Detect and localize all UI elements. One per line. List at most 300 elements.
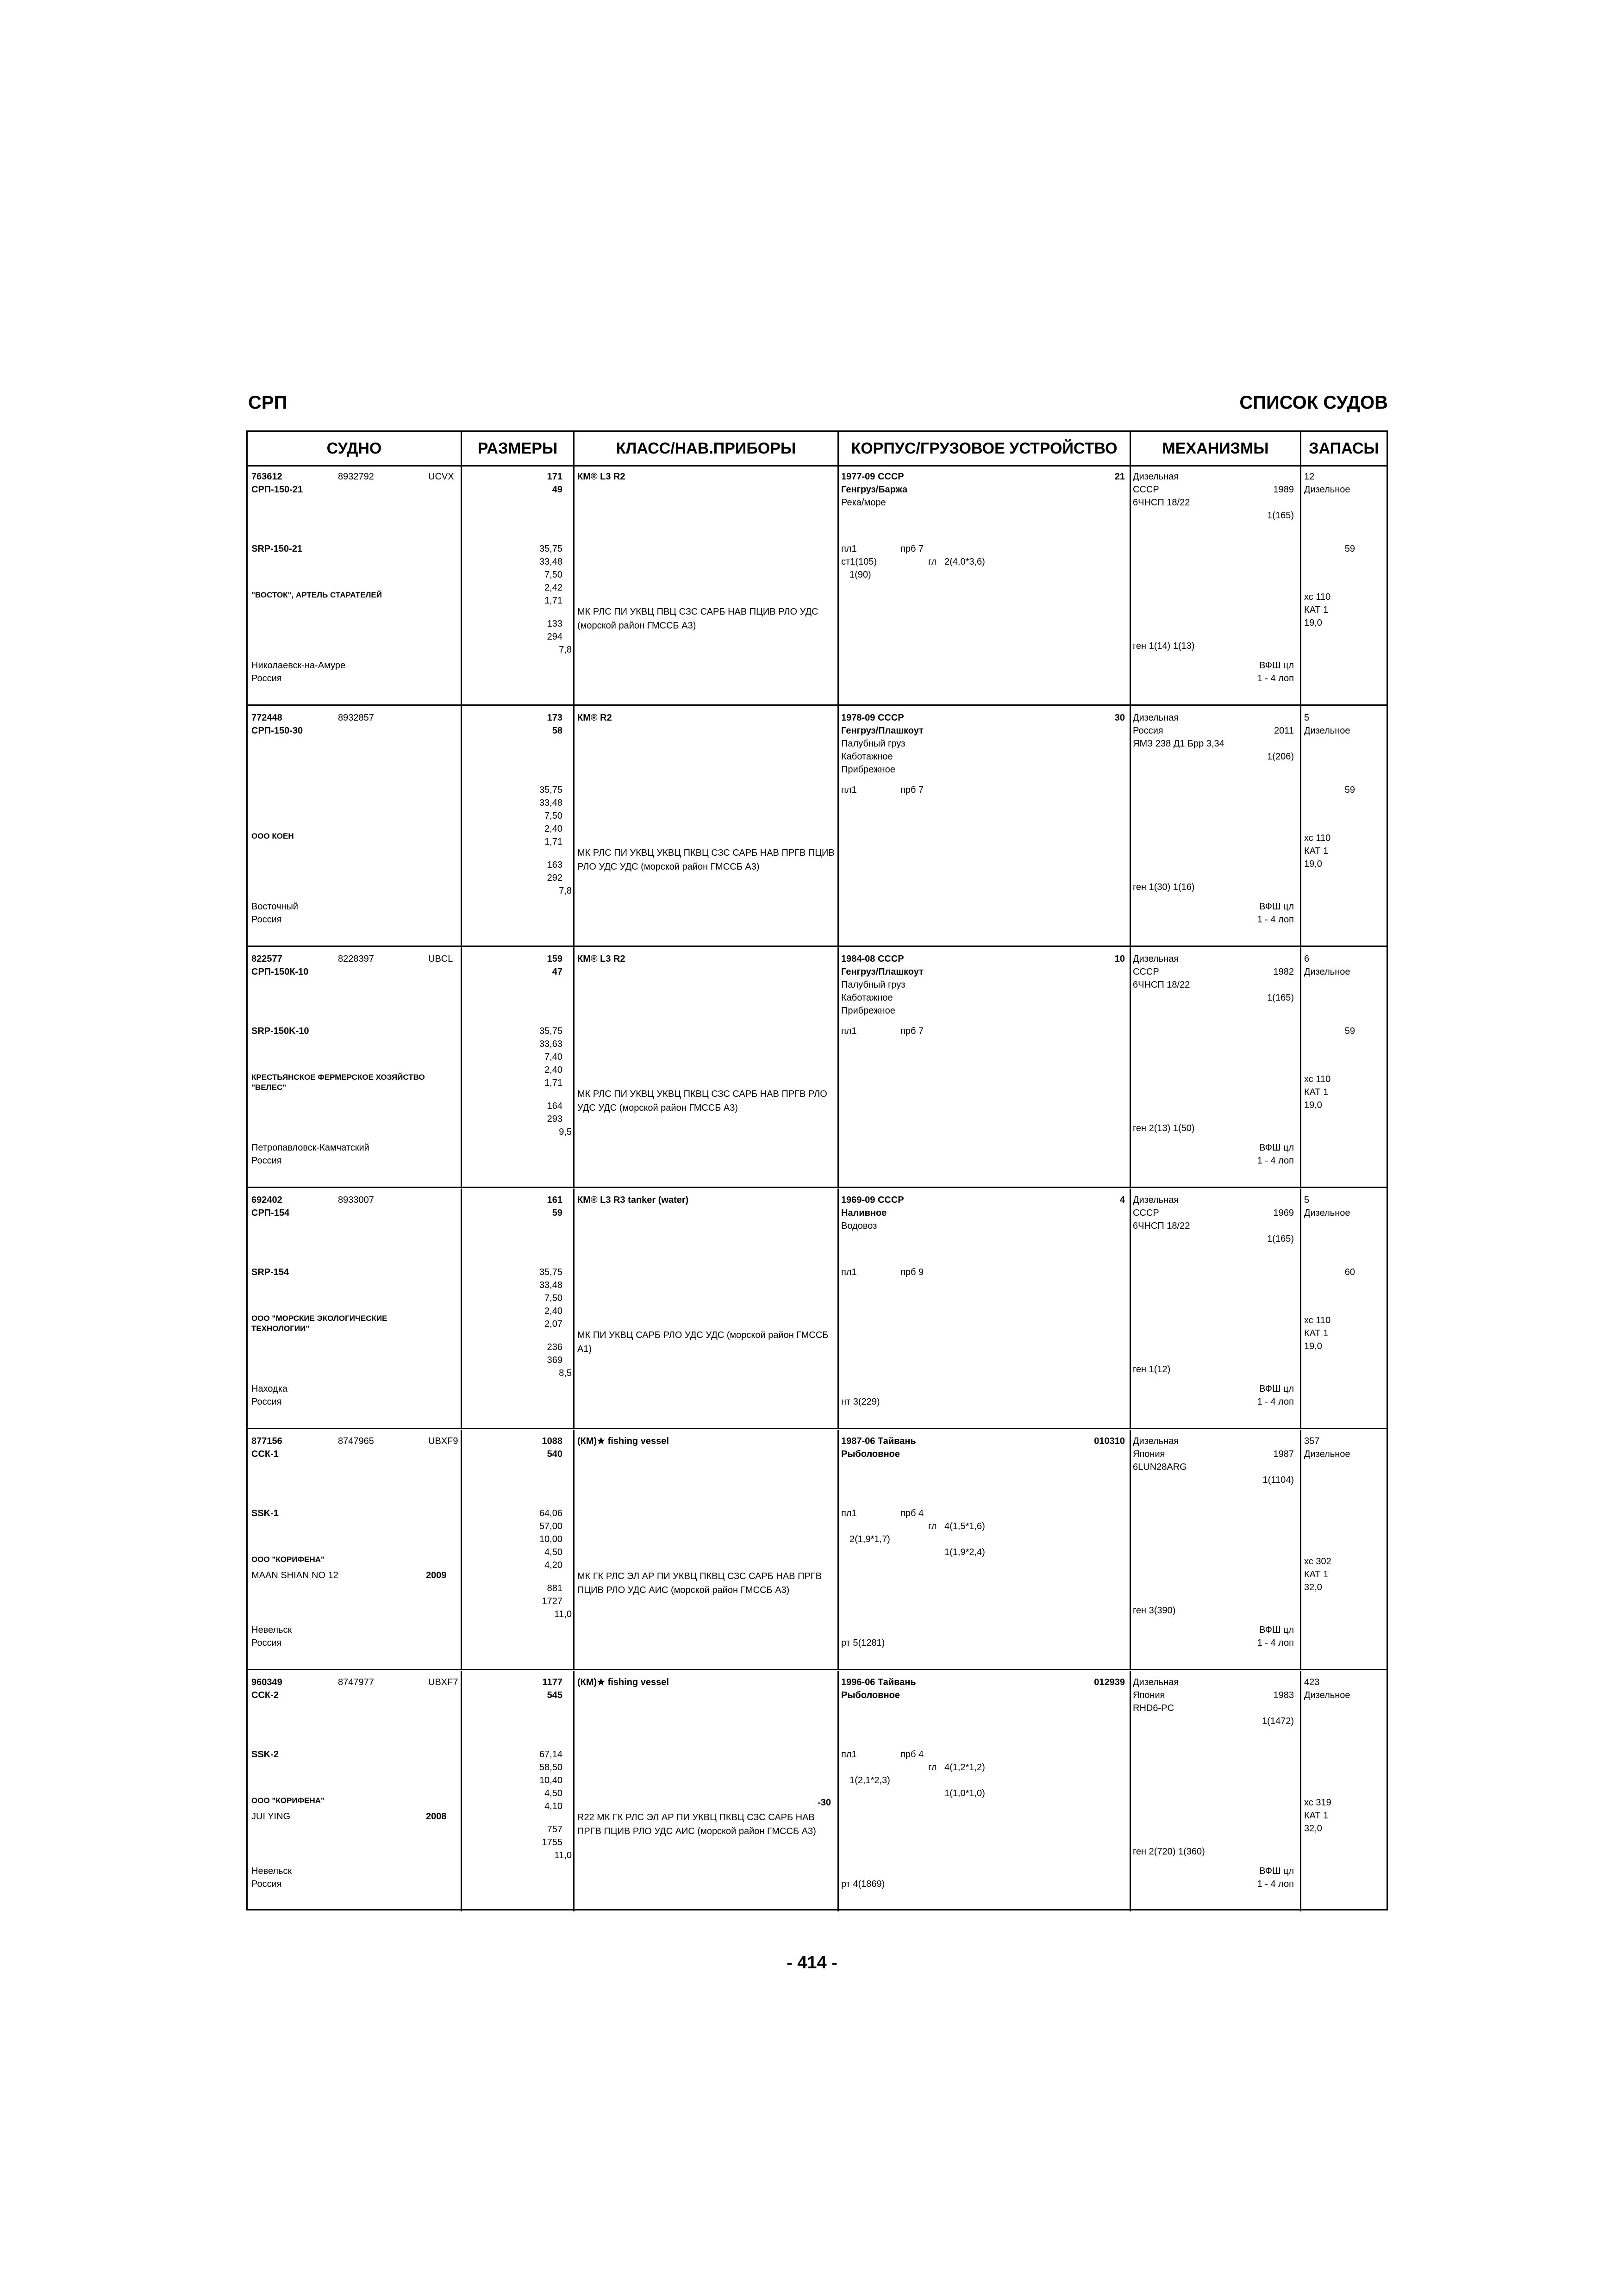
vessel-record (248, 1430, 1387, 1670)
dimension-value: 7,50 (544, 1293, 562, 1303)
crew: 423 (1304, 1677, 1320, 1687)
hull-description: Река/море (841, 498, 886, 508)
vessel-name: СРП-150К-10 (251, 967, 309, 977)
hull-line-3: 1(2,1*2,3) (849, 1775, 890, 1786)
flag-country: Россия (251, 1156, 282, 1166)
column-divider (837, 1188, 839, 1429)
column-divider (573, 465, 575, 706)
home-port: Находка (251, 1384, 288, 1394)
hull-description: Палубный груз (841, 980, 906, 990)
speed: 9,5 (559, 1127, 572, 1137)
propeller-blades: 1 - 4 лоп (1257, 1397, 1294, 1407)
crew: 6 (1304, 954, 1310, 964)
fuel-type: Дизельное (1304, 967, 1350, 977)
column-header-class: КЛАСС/НАВ.ПРИБОРЫ (616, 440, 796, 457)
dimension-value: 2,07 (544, 1319, 562, 1329)
engine-model: 6ЧНСП 18/22 (1133, 498, 1190, 508)
hull-type: Генгруз/Плашкоут (841, 967, 924, 977)
column-divider (573, 947, 575, 1188)
dimension-value: 7,40 (544, 1052, 562, 1062)
dimension-value: 4,50 (544, 1788, 562, 1798)
generators: ген 2(13) 1(50) (1133, 1123, 1195, 1133)
build-year-country: 1969-09 СССР (841, 1195, 904, 1205)
vessel-record (248, 947, 1387, 1188)
page-number: - 414 - (787, 1953, 837, 1972)
project-number: 10 (1114, 954, 1125, 964)
vessel-name: СРП-150-30 (251, 726, 303, 736)
fuel-type: Дизельное (1304, 726, 1350, 736)
engine-model: 6ЧНСП 18/22 (1133, 1221, 1190, 1231)
dimension-value: 7,50 (544, 811, 562, 821)
hull-line-4: 1(1,0*1,0) (944, 1788, 985, 1798)
vessel-name: ССК-2 (251, 1690, 279, 1700)
registry-number: 772448 (251, 713, 282, 723)
nav-equipment: МК РЛС ПИ УКВЦ ПВЦ СЗС САРБ НАВ ПЦИВ РЛО УДС (морской район ГМССБ А3) (577, 607, 818, 631)
column-divider (1130, 1430, 1131, 1670)
fuel-type: Дизельное (1304, 1690, 1350, 1700)
vessel-record (248, 706, 1387, 947)
home-port: Восточный (251, 902, 299, 912)
build-year-country: 1996-06 Тайвань (841, 1677, 916, 1687)
propeller: ВФШ цл (1259, 1866, 1294, 1876)
category: КАТ 1 (1304, 1087, 1329, 1097)
net-tonnage: 540 (547, 1449, 562, 1459)
project-number: 4 (1119, 1195, 1125, 1205)
engine-country: СССР (1133, 485, 1159, 495)
ice-mark: -30 (818, 1798, 831, 1808)
nav-equipment: МК ПИ УКВЦ САРБ РЛО УДС УДС (морской район ГМССБ А1) (577, 1330, 829, 1354)
gross-tonnage: 159 (547, 954, 562, 964)
column-divider (461, 947, 462, 1188)
column-header-hull: КОРПУС/ГРУЗОВОЕ УСТРОЙСТВО (851, 440, 1118, 457)
speed: 11,0 (554, 1850, 572, 1860)
engine-country: СССР (1133, 1208, 1159, 1218)
hull-line-1a: пл1 (841, 544, 857, 554)
class-notation: КМ® R2 (577, 713, 612, 723)
call-sign: UBXF9 (428, 1436, 458, 1446)
net-tonnage: 58 (552, 726, 562, 736)
owner: "ВОСТОК", АРТЕЛЬ СТАРАТЕЛЕЙ (251, 591, 382, 599)
column-divider (1130, 947, 1131, 1188)
dimension-value: 1,71 (544, 837, 562, 847)
hull-description: Палубный груз (841, 739, 906, 749)
dimension-value: 35,75 (539, 1026, 562, 1036)
hs-value: хс 110 (1304, 1074, 1331, 1084)
column-divider (461, 465, 462, 706)
flag-country: Россия (251, 1397, 282, 1407)
engine-country: Япония (1133, 1449, 1165, 1459)
column-divider (461, 1430, 462, 1670)
column-divider (573, 1430, 575, 1670)
home-port: Невельск (251, 1625, 292, 1635)
hull-line-4: 1(1,9*2,4) (944, 1547, 985, 1557)
dimension-value: 10,00 (539, 1534, 562, 1544)
vessel-name-latin: SRP-150-21 (251, 544, 303, 554)
home-port: Николаевск-на-Амуре (251, 660, 346, 671)
owner: ООО "КОРИФЕНА" (251, 1796, 325, 1805)
engine-type: Дизельная (1133, 713, 1179, 723)
hull-line-1a: пл1 (841, 785, 857, 795)
imo-number: 8932857 (338, 713, 374, 723)
category-value: 19,0 (1304, 618, 1322, 628)
column-divider (573, 1671, 575, 1911)
vessel-name: ССК-1 (251, 1449, 279, 1459)
category: КАТ 1 (1304, 1811, 1329, 1821)
column-divider (461, 1188, 462, 1429)
generators: ген 3(390) (1133, 1605, 1176, 1616)
speed: 7,8 (559, 886, 572, 896)
crew: 5 (1304, 713, 1310, 723)
hull-line-1a: пл1 (841, 1026, 857, 1036)
hull-type: Генгруз/Плашкоут (841, 726, 924, 736)
engine-type: Дизельная (1133, 472, 1179, 482)
displacement: 292 (547, 873, 562, 883)
column-divider (461, 432, 462, 465)
propeller-blades: 1 - 4 лоп (1257, 1638, 1294, 1648)
engine-model: ЯМЗ 238 Д1 Брр 3,34 (1133, 739, 1224, 749)
propeller: ВФШ цл (1259, 660, 1294, 671)
propeller: ВФШ цл (1259, 902, 1294, 912)
net-tonnage: 47 (552, 967, 562, 977)
speed: 8,5 (559, 1368, 572, 1378)
call-sign: UBCL (428, 954, 453, 964)
hull-line-1b: прб 7 (900, 544, 924, 554)
build-year-country: 1987-06 Тайвань (841, 1436, 916, 1446)
engine-type: Дизельная (1133, 1195, 1179, 1205)
dimension-value: 4,50 (544, 1547, 562, 1557)
dimension-value: 35,75 (539, 1267, 562, 1277)
owner: КРЕСТЬЯНСКОЕ ФЕРМЕРСКОЕ ХОЗЯЙСТВО "ВЕЛЕС" (251, 1073, 425, 1092)
ship-list-table (246, 430, 1388, 1910)
imo-number: 8228397 (338, 954, 374, 964)
flag-country: Россия (251, 1638, 282, 1648)
hull-line-1b: прб 4 (900, 1508, 924, 1518)
category: КАТ 1 (1304, 846, 1329, 856)
propeller-blades: 1 - 4 лоп (1257, 1156, 1294, 1166)
hull-bottom: нт 3(229) (841, 1397, 880, 1407)
build-year-country: 1977-09 СССР (841, 472, 904, 482)
call-sign: UBXF7 (428, 1677, 458, 1687)
hs-value: хс 110 (1304, 833, 1331, 843)
hull-line-2b: гл (928, 557, 937, 567)
column-divider (837, 1671, 839, 1911)
project-number: 010310 (1094, 1436, 1125, 1446)
engine-year: 1983 (1273, 1690, 1294, 1700)
propeller-blades: 1 - 4 лоп (1257, 915, 1294, 925)
hull-bottom: рт 4(1869) (841, 1879, 885, 1889)
dimension-value: 67,14 (539, 1749, 562, 1760)
imo-number: 8747977 (338, 1677, 374, 1687)
dimension-value: 33,63 (539, 1039, 562, 1049)
dimension-value: 33,48 (539, 557, 562, 567)
registry-number: 822577 (251, 954, 282, 964)
section-code: СРП (248, 392, 287, 413)
dimension-value: 58,50 (539, 1762, 562, 1773)
deadweight: 133 (547, 619, 562, 629)
column-divider (1130, 432, 1131, 465)
dimension-value: 2,40 (544, 824, 562, 834)
vessel-record (248, 1671, 1387, 1911)
crew: 12 (1304, 472, 1315, 482)
hull-type: Рыболовное (841, 1690, 900, 1700)
hull-description: Каботажное (841, 752, 893, 762)
generators: ген 1(14) 1(13) (1133, 641, 1195, 651)
class-notation: КМ® L3 R3 tanker (water) (577, 1195, 689, 1205)
dimension-value: 10,40 (539, 1775, 562, 1786)
hull-line-2c: 2(4,0*3,6) (944, 557, 985, 567)
engine-country: СССР (1133, 967, 1159, 977)
column-divider (1300, 947, 1301, 1188)
dimension-value: 2,40 (544, 1306, 562, 1316)
dimension-value: 2,42 (544, 583, 562, 593)
dimension-value: 4,20 (544, 1560, 562, 1570)
column-divider (837, 706, 839, 947)
hull-line-1a: пл1 (841, 1508, 857, 1518)
vessel-record (248, 1188, 1387, 1429)
column-divider (1130, 1188, 1131, 1429)
column-header-machinery: МЕХАНИЗМЫ (1162, 440, 1269, 457)
hs-value: хс 110 (1304, 1315, 1331, 1325)
engine-power: 1(206) (1267, 752, 1294, 762)
vessel-name-latin: SRP-150K-10 (251, 1026, 309, 1036)
engine-type: Дизельная (1133, 1436, 1179, 1446)
registry-number: 763612 (251, 472, 282, 482)
engine-power: 1(165) (1267, 993, 1294, 1003)
propeller: ВФШ цл (1259, 1143, 1294, 1153)
hull-line-1a: пл1 (841, 1749, 857, 1760)
column-divider (1130, 706, 1131, 947)
nav-equipment: МК ГК РЛС ЭЛ АР ПИ УКВЦ ПКВЦ СЗС САРБ НАВ ПРГВ ПЦИВ РЛО УДС АИС (морской район ГМССБ А3) (577, 1571, 822, 1595)
dimension-value: 64,06 (539, 1508, 562, 1518)
hull-line-1b: прб 4 (900, 1749, 924, 1760)
section-title: СПИСОК СУДОВ (1239, 392, 1388, 413)
engine-model: 6LUN28ARG (1133, 1462, 1187, 1472)
category-value: 32,0 (1304, 1582, 1322, 1593)
deadweight: 236 (547, 1342, 562, 1352)
net-tonnage: 49 (552, 485, 562, 495)
gross-tonnage: 161 (547, 1195, 562, 1205)
class-notation: КМ® L3 R2 (577, 954, 625, 964)
engine-country: Россия (1133, 726, 1163, 736)
hs-value: хс 302 (1304, 1556, 1331, 1567)
hull-line-2c: 4(1,5*1,6) (944, 1521, 985, 1531)
column-divider (461, 1671, 462, 1911)
project-number: 21 (1114, 472, 1125, 482)
previous-name-year: 2008 (426, 1811, 447, 1822)
engine-model: 6ЧНСП 18/22 (1133, 980, 1190, 990)
hs-value: хс 319 (1304, 1798, 1331, 1808)
hull-line-2b: гл (928, 1762, 937, 1773)
column-divider (837, 1430, 839, 1670)
column-divider (1300, 465, 1301, 706)
gross-tonnage: 171 (547, 472, 562, 482)
column-divider (837, 465, 839, 706)
vessel-name-latin: SSK-2 (251, 1749, 279, 1760)
column-header-dimensions: РАЗМЕРЫ (477, 440, 558, 457)
dimension-value: 7,50 (544, 570, 562, 580)
registry-number: 692402 (251, 1195, 282, 1205)
call-sign: UCVX (428, 472, 454, 482)
imo-number: 8933007 (338, 1195, 374, 1205)
hull-type: Генгруз/Баржа (841, 485, 908, 495)
generators: ген 1(12) (1133, 1364, 1171, 1375)
table-header (248, 432, 1387, 467)
owner: ООО "МОРСКИЕ ЭКОЛОГИЧЕСКИЕ ТЕХНОЛОГИИ" (251, 1314, 387, 1333)
registry-number: 960349 (251, 1677, 282, 1687)
imo-number: 8932792 (338, 472, 374, 482)
imo-number: 8747965 (338, 1436, 374, 1446)
hull-line-1b: прб 9 (900, 1267, 924, 1277)
vessel-record (248, 465, 1387, 706)
gross-tonnage: 1177 (542, 1677, 562, 1687)
deadweight: 881 (547, 1583, 562, 1593)
dimension-value: 35,75 (539, 785, 562, 795)
displacement: 293 (547, 1114, 562, 1124)
crew: 5 (1304, 1195, 1310, 1205)
dimension-value: 35,75 (539, 544, 562, 554)
registry-number: 877156 (251, 1436, 282, 1446)
column-divider (461, 706, 462, 947)
category-value: 19,0 (1304, 859, 1322, 869)
hull-line-2a: ст1(105) (841, 557, 877, 567)
previous-name-year: 2009 (426, 1570, 447, 1580)
column-divider (1130, 1671, 1131, 1911)
propeller: ВФШ цл (1259, 1384, 1294, 1394)
column-divider (1300, 1188, 1301, 1429)
engine-year: 1989 (1273, 485, 1294, 495)
class-notation: КМ® L3 R2 (577, 472, 625, 482)
generators: ген 2(720) 1(360) (1133, 1847, 1205, 1857)
hull-line-2b: гл (928, 1521, 937, 1531)
build-year-country: 1984-08 СССР (841, 954, 904, 964)
build-year-country: 1978-09 СССР (841, 713, 904, 723)
hull-description: Водовоз (841, 1221, 877, 1231)
engine-year: 1969 (1273, 1208, 1294, 1218)
project-number: 30 (1114, 713, 1125, 723)
column-divider (573, 1188, 575, 1429)
hull-line-1b: прб 7 (900, 1026, 924, 1036)
owner: ООО "КОРИФЕНА" (251, 1555, 325, 1564)
crew: 357 (1304, 1436, 1320, 1446)
fuel-capacity: 59 (1344, 785, 1355, 795)
net-tonnage: 545 (547, 1690, 562, 1700)
column-header-vessel: СУДНО (326, 440, 382, 457)
project-number: 012939 (1094, 1677, 1125, 1687)
dimension-value: 1,71 (544, 596, 562, 606)
flag-country: Россия (251, 1879, 282, 1889)
column-header-supplies: ЗАПАСЫ (1309, 440, 1379, 457)
fuel-type: Дизельное (1304, 1449, 1350, 1459)
gross-tonnage: 173 (547, 713, 562, 723)
displacement: 1755 (542, 1837, 562, 1848)
flag-country: Россия (251, 915, 282, 925)
generators: ген 1(30) 1(16) (1133, 882, 1195, 892)
category-value: 32,0 (1304, 1823, 1322, 1834)
engine-type: Дизельная (1133, 1677, 1179, 1687)
propeller: ВФШ цл (1259, 1625, 1294, 1635)
dimension-value: 57,00 (539, 1521, 562, 1531)
hull-description: Прибрежное (841, 1006, 895, 1016)
previous-name: JUI YING (251, 1811, 291, 1822)
engine-year: 1982 (1273, 967, 1294, 977)
fuel-type: Дизельное (1304, 1208, 1350, 1218)
column-divider (837, 947, 839, 1188)
column-divider (1300, 1430, 1301, 1670)
displacement: 1727 (542, 1596, 562, 1606)
flag-country: Россия (251, 673, 282, 684)
propeller-blades: 1 - 4 лоп (1257, 1879, 1294, 1889)
vessel-name: СРП-150-21 (251, 485, 303, 495)
column-divider (1300, 706, 1301, 947)
home-port: Петропавловск-Камчатский (251, 1143, 369, 1153)
engine-type: Дизельная (1133, 954, 1179, 964)
category: КАТ 1 (1304, 605, 1329, 615)
engine-power: 1(165) (1267, 1234, 1294, 1244)
engine-year: 2011 (1274, 726, 1294, 736)
hull-type: Рыболовное (841, 1449, 900, 1459)
dimension-value: 4,10 (544, 1801, 562, 1811)
hull-bottom: рт 5(1281) (841, 1638, 885, 1648)
class-notation: (КМ)★ fishing vessel (577, 1436, 669, 1446)
nav-equipment: R22 МК ГК РЛС ЭЛ АР ПИ УКВЦ ПКВЦ СЗС САРБ НАВ ПРГВ ПЦИВ РЛО УДС АИС (морской район ГМССБ А3) (577, 1812, 816, 1836)
speed: 11,0 (554, 1609, 572, 1619)
net-tonnage: 59 (552, 1208, 562, 1218)
deadweight: 164 (547, 1101, 562, 1111)
engine-power: 1(165) (1267, 510, 1294, 521)
category-value: 19,0 (1304, 1341, 1322, 1351)
hull-description: Каботажное (841, 993, 893, 1003)
dimension-value: 2,40 (544, 1065, 562, 1075)
owner: ООО КОЕН (251, 832, 294, 840)
category: КАТ 1 (1304, 1328, 1329, 1338)
hull-line-1b: прб 7 (900, 785, 924, 795)
hull-line-3: 1(90) (849, 570, 871, 580)
column-divider (573, 432, 575, 465)
propeller-blades: 1 - 4 лоп (1257, 673, 1294, 684)
displacement: 294 (547, 632, 562, 642)
dimension-value: 33,48 (539, 1280, 562, 1290)
dimension-value: 1,71 (544, 1078, 562, 1088)
category: КАТ 1 (1304, 1569, 1329, 1580)
fuel-capacity: 59 (1344, 544, 1355, 554)
column-divider (1300, 432, 1301, 465)
home-port: Невельск (251, 1866, 292, 1876)
hs-value: хс 110 (1304, 592, 1331, 602)
column-divider (573, 706, 575, 947)
nav-equipment: МК РЛС ПИ УКВЦ УКВЦ ПКВЦ СЗС САРБ НАВ ПРГВ ПЦИВ РЛО УДС УДС (морской район ГМССБ А3) (577, 848, 835, 872)
engine-country: Япония (1133, 1690, 1165, 1700)
vessel-name-latin: SSK-1 (251, 1508, 279, 1518)
vessel-name: СРП-154 (251, 1208, 290, 1218)
fuel-capacity: 60 (1344, 1267, 1355, 1277)
engine-power: 1(1472) (1262, 1716, 1294, 1726)
column-divider (1130, 465, 1131, 706)
engine-model: RHD6-PC (1133, 1703, 1174, 1713)
nav-equipment: МК РЛС ПИ УКВЦ УКВЦ ПКВЦ СЗС САРБ НАВ ПРГВ РЛО УДС УДС (морской район ГМССБ А3) (577, 1089, 827, 1113)
vessel-name-latin: SRP-154 (251, 1267, 289, 1277)
column-divider (1300, 1671, 1301, 1911)
deadweight: 757 (547, 1824, 562, 1835)
column-divider (837, 432, 839, 465)
fuel-type: Дизельное (1304, 485, 1350, 495)
speed: 7,8 (559, 645, 572, 655)
hull-description: Прибрежное (841, 765, 895, 775)
engine-year: 1987 (1273, 1449, 1294, 1459)
hull-line-1a: пл1 (841, 1267, 857, 1277)
dimension-value: 33,48 (539, 798, 562, 808)
class-notation: (КМ)★ fishing vessel (577, 1677, 669, 1687)
hull-type: Наливное (841, 1208, 887, 1218)
